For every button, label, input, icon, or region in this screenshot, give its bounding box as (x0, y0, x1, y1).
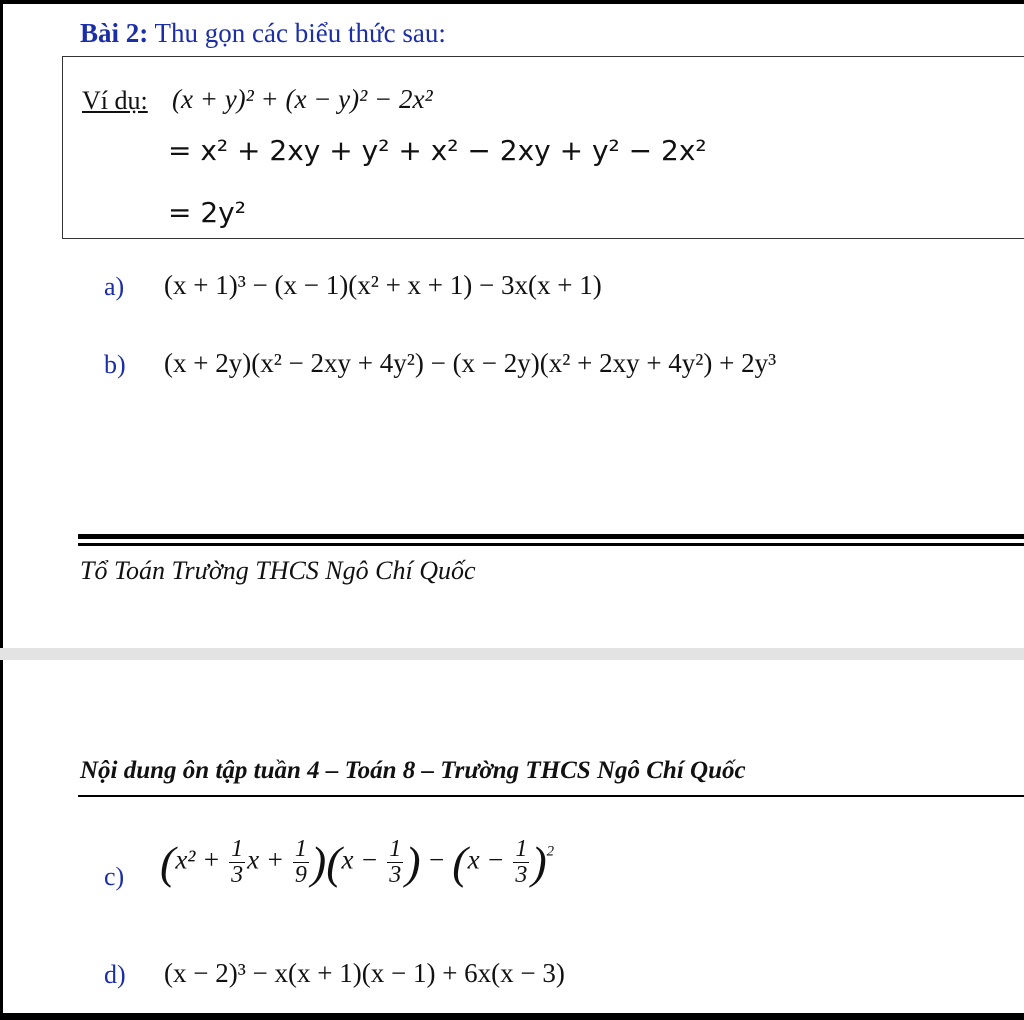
fraction-numerator: 1 (515, 835, 528, 862)
fraction (387, 837, 403, 888)
fraction-denominator: 3 (389, 862, 402, 888)
bottom-border (0, 1013, 1024, 1020)
fraction-numerator: 1 (231, 835, 244, 862)
paren: ) (310, 837, 327, 888)
fraction (229, 837, 245, 888)
paren: ( (452, 837, 468, 888)
item-a-label: a) (104, 272, 125, 301)
page-header: Nội dung ôn tập tuần 4 – Toán 8 – Trường THCS Ngô Chí Quốc (80, 757, 746, 784)
item-c-expression (160, 836, 554, 889)
header-rule (78, 795, 1024, 797)
top-border (0, 0, 1024, 4)
paren: ( (160, 837, 176, 888)
item-a-expression: (x + 1)³ − (x − 1)(x² + x + 1) − 3x(x + 1) (164, 270, 602, 300)
item-d-label: d) (104, 960, 126, 989)
page-separator (0, 648, 1024, 660)
item-d-expression: (x − 2)³ − x(x + 1)(x − 1) + 6x(x − 3) (164, 958, 565, 988)
exercise-instruction: Thu gọn các biểu thức sau: (148, 18, 446, 48)
fraction-numerator: 1 (294, 835, 307, 862)
c-term-3: x − (341, 844, 386, 875)
footer-rule-thick (78, 534, 1024, 539)
example-expression: (x + y)² + (x − y)² − 2x² (172, 84, 433, 114)
example-step-1: = x² + 2xy + y² + x² − 2xy + y² − 2x² (168, 134, 707, 167)
fraction-numerator: 1 (389, 835, 402, 862)
exercise-number: Bài 2: (80, 18, 149, 48)
item-c-label: c) (104, 862, 125, 891)
footer-rule-thin (78, 543, 1024, 546)
page-footer: Tổ Toán Trường THCS Ngô Chí Quốc (80, 556, 476, 585)
fraction (513, 837, 529, 888)
paren: ) (405, 837, 421, 888)
fraction (293, 837, 309, 888)
fraction-denominator: 9 (294, 862, 307, 888)
paren: ) (531, 837, 547, 888)
c-term-4: x − (467, 844, 512, 875)
exponent: 2 (546, 843, 555, 860)
c-term-1: x² + (175, 844, 228, 875)
left-border (0, 0, 3, 1020)
example-result: = 2y² (168, 196, 246, 229)
fraction-denominator: 3 (515, 862, 528, 888)
example-label: Ví dụ: (82, 86, 148, 115)
minus-sign: − (420, 844, 453, 875)
c-term-2: x + (247, 844, 291, 875)
paren: ( (326, 837, 342, 888)
exercise-title (80, 18, 446, 49)
fraction-denominator: 3 (231, 862, 244, 888)
item-b-label: b) (104, 350, 126, 379)
item-b-expression: (x + 2y)(x² − 2xy + 4y²) − (x − 2y)(x² + 2xy + 4y²) + 2y³ (164, 348, 777, 378)
